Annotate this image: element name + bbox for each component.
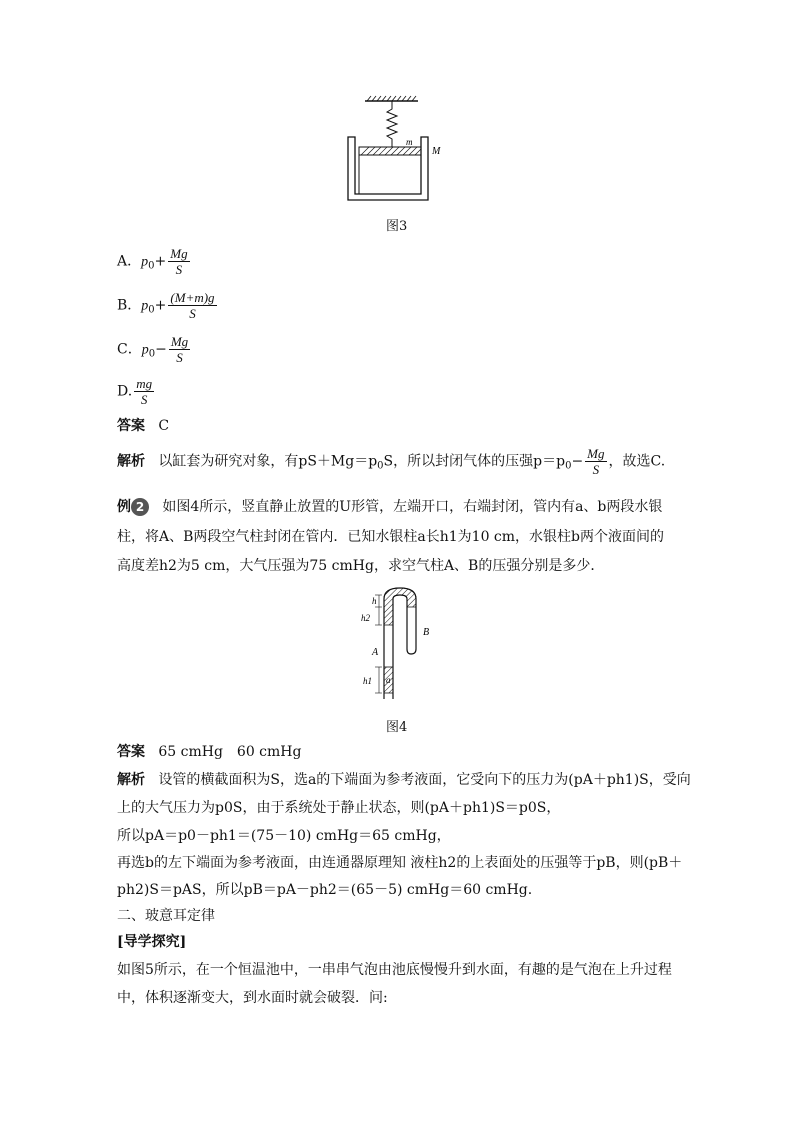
label-h1: h1 bbox=[363, 676, 372, 686]
example-2-line-1: 例 2 如图4所示，竖直静止放置的U形管，左端开口，右端封闭，管内有a、b两段水银 bbox=[117, 499, 663, 515]
example-label: 例 bbox=[117, 499, 131, 515]
figure-3-caption: 图3 bbox=[386, 219, 408, 234]
label-h: h bbox=[372, 596, 377, 606]
option-b: B．$p_0+$ $\frac{(M+m)g}{S}$ bbox=[117, 290, 215, 321]
figure-4-caption: 图4 bbox=[386, 720, 408, 735]
example-2-line-3: 高度差h2为5 cm，大气压强为75 cmHg，求空气柱A、B的压强分别是多少． bbox=[117, 558, 605, 574]
label-a: a bbox=[386, 675, 391, 685]
label-h2: h2 bbox=[361, 613, 370, 623]
analysis-2-line-1: 解析 设管的横截面积为S，选a的下端面为参考液面，它受向下的压力为(pA＋ph1)S，受向 bbox=[117, 772, 691, 788]
example-2-line-2: 柱，将A、B两段空气柱封闭在管内．已知水银柱a长h1为10 cm，水银柱b两个液面间的 bbox=[117, 529, 665, 545]
label-B: B bbox=[423, 627, 430, 638]
label-M: M bbox=[432, 146, 441, 157]
figure-3-diagram bbox=[340, 95, 460, 205]
analysis-2-line-5: ph2)S＝pAS，所以pB＝pA－ph2＝(65－5) cmHg＝60 cmHg. bbox=[117, 882, 533, 898]
guide-title: [导学探究] bbox=[117, 934, 187, 950]
analysis-2-line-4: 再选b的左下端面为参考液面，由连通器原理知 液柱h2的上表面处的压强等于pB，则(pB＋ bbox=[117, 855, 683, 871]
analysis-1: 解析 以缸套为研究对象，有$pS+Mg=p_0S$，所以封闭气体的压强$p=p_0-$ $\frac{Mg}{S}$ ，故选C. bbox=[117, 446, 666, 477]
option-a: A．$p_0+$ $\frac{Mg}{S}$ bbox=[117, 246, 188, 277]
label-A: A bbox=[372, 647, 379, 658]
analysis-2-line-2: 上的大气压力为p0S，由于系统处于静止状态，则(pA＋ph1)S＝p0S， bbox=[117, 800, 561, 816]
paragraph-line-2: 中，体积逐渐变大，到水面时就会破裂．问: bbox=[117, 990, 388, 1006]
option-d: D. $\frac{mg}{S}$ bbox=[117, 376, 153, 407]
answer-1: 答案 C bbox=[117, 418, 170, 434]
figure-4-diagram bbox=[355, 585, 445, 705]
analysis-2-line-3: 所以pA＝p0－ph1＝(75－10) cmHg＝65 cmHg， bbox=[117, 828, 451, 844]
paragraph-line-1: 如图5所示，在一个恒温池中，一串串气泡由池底慢慢升到水面，有趣的是气泡在上升过程 bbox=[117, 962, 672, 978]
label-m: m bbox=[406, 137, 413, 147]
answer-2: 答案 65 cmHg 60 cmHg bbox=[117, 744, 302, 760]
example-number-badge: 2 bbox=[131, 498, 149, 516]
section-title: 二、玻意耳定律 bbox=[117, 908, 215, 924]
option-c: C．$p_0-$ $\frac{Mg}{S}$ bbox=[117, 334, 189, 365]
